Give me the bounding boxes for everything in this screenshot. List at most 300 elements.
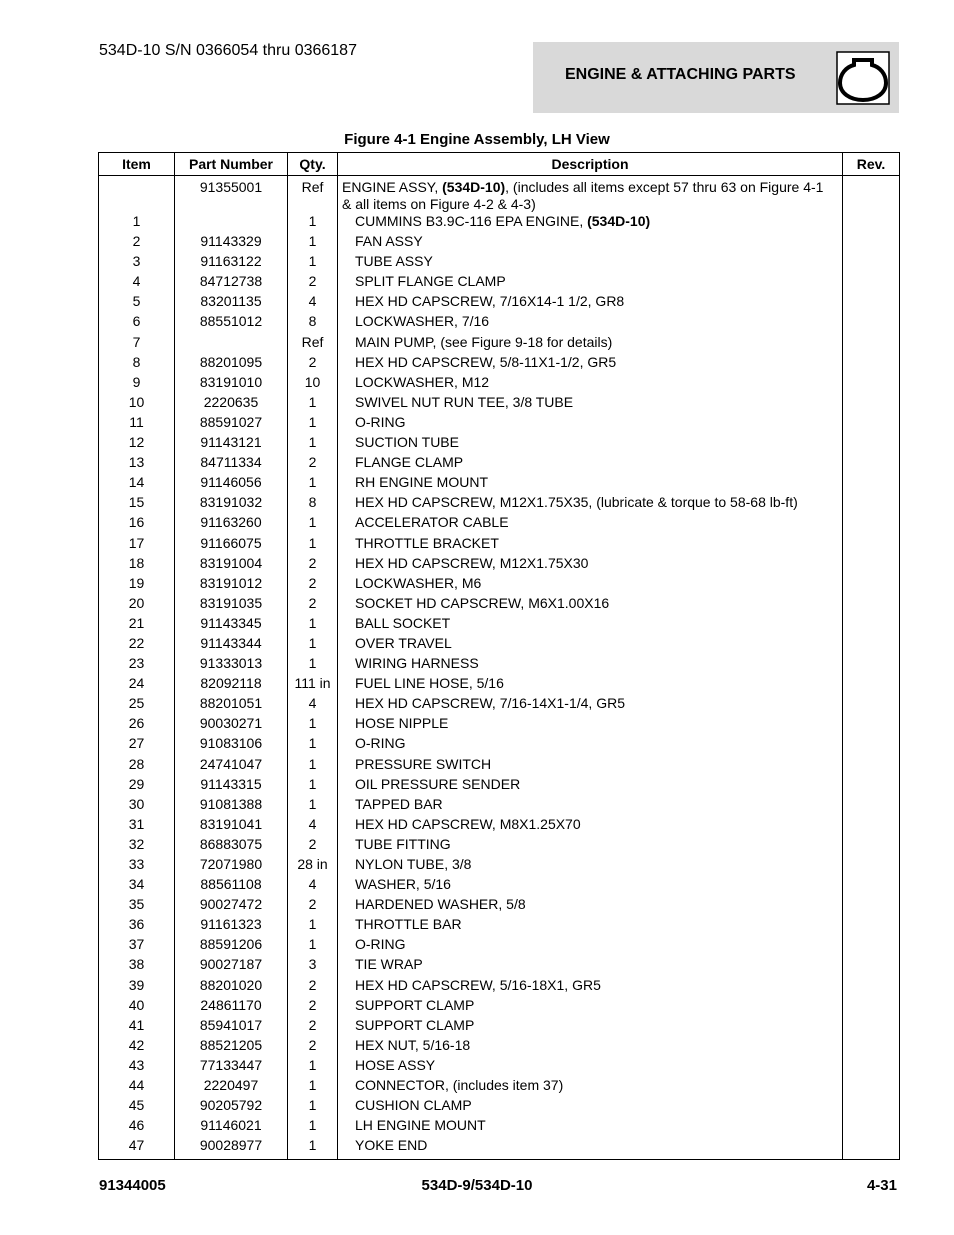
cell-description: OVER TRAVEL — [338, 635, 843, 655]
cell-part-number: 90030271 — [175, 715, 288, 735]
cell-rev — [843, 977, 900, 997]
cell-rev — [843, 176, 900, 214]
cell-description: TIE WRAP — [338, 956, 843, 976]
desc-text: ENGINE ASSY, — [342, 179, 443, 195]
cell-description: SUPPORT CLAMP — [338, 1017, 843, 1037]
cell-qty: Ref — [288, 334, 338, 354]
table-row — [99, 916, 900, 936]
cell-item: 11 — [99, 414, 175, 434]
cell-part-number: 90028977 — [175, 1137, 288, 1160]
table-row — [99, 1037, 900, 1057]
cell-qty: 2 — [288, 896, 338, 916]
cell-description: HOSE NIPPLE — [338, 715, 843, 735]
table-row — [99, 997, 900, 1017]
cell-rev — [843, 595, 900, 615]
cell-description: TAPPED BAR — [338, 796, 843, 816]
cell-part-number: 2220635 — [175, 394, 288, 414]
cell-part-number — [175, 213, 288, 233]
cell-qty: 2 — [288, 273, 338, 293]
cell-item: 1 — [99, 213, 175, 233]
cell-description: PRESSURE SWITCH — [338, 756, 843, 776]
table-row — [99, 1077, 900, 1097]
cell-part-number: 83191010 — [175, 374, 288, 394]
cell-rev — [843, 715, 900, 735]
cell-description: LOCKWASHER, 7/16 — [338, 313, 843, 333]
cell-qty: 8 — [288, 494, 338, 514]
cell-rev — [843, 836, 900, 856]
cell-qty: 1 — [288, 474, 338, 494]
cell-description: THROTTLE BRACKET — [338, 535, 843, 555]
cell-item: 43 — [99, 1057, 175, 1077]
cell-rev — [843, 735, 900, 755]
cell-qty: 1 — [288, 936, 338, 956]
table-row — [99, 535, 900, 555]
cell-rev — [843, 635, 900, 655]
cell-qty: 1 — [288, 1117, 338, 1137]
cell-part-number: 88201020 — [175, 977, 288, 997]
cell-description: WASHER, 5/16 — [338, 876, 843, 896]
cell-rev — [843, 1097, 900, 1117]
cell-description: NYLON TUBE, 3/8 — [338, 856, 843, 876]
cell-item: 39 — [99, 977, 175, 997]
cell-rev — [843, 916, 900, 936]
cell-part-number: 91083106 — [175, 735, 288, 755]
cell-item: 28 — [99, 756, 175, 776]
cell-description: CUSHION CLAMP — [338, 1097, 843, 1117]
cell-item: 25 — [99, 695, 175, 715]
table-row — [99, 1057, 900, 1077]
cell-rev — [843, 354, 900, 374]
cell-part-number: 77133447 — [175, 1057, 288, 1077]
cell-rev — [843, 474, 900, 494]
cell-part-number: 90205792 — [175, 1097, 288, 1117]
cell-description: SPLIT FLANGE CLAMP — [338, 273, 843, 293]
table-row — [99, 334, 900, 354]
table-row — [99, 796, 900, 816]
table-row — [99, 414, 900, 434]
cell-item: 47 — [99, 1137, 175, 1160]
table-row — [99, 876, 900, 896]
cell-description: FLANGE CLAMP — [338, 454, 843, 474]
cell-item: 38 — [99, 956, 175, 976]
cell-item: 34 — [99, 876, 175, 896]
column-header-rev: Rev. — [843, 153, 900, 176]
footer-model: 534D-9/534D-10 — [421, 1177, 533, 1194]
cell-description: BALL SOCKET — [338, 615, 843, 635]
cell-qty: 1 — [288, 615, 338, 635]
cell-description: LOCKWASHER, M6 — [338, 575, 843, 595]
cell-item: 16 — [99, 514, 175, 534]
cell-description: THROTTLE BAR — [338, 916, 843, 936]
cell-rev — [843, 434, 900, 454]
table-row — [99, 514, 900, 534]
cell-description — [338, 176, 843, 214]
cell-description: O-RING — [338, 735, 843, 755]
table-row — [99, 956, 900, 976]
cell-qty: 1 — [288, 916, 338, 936]
cell-qty: 111 in — [288, 675, 338, 695]
cell-part-number: 90027187 — [175, 956, 288, 976]
cell-description: FAN ASSY — [338, 233, 843, 253]
table-row — [99, 434, 900, 454]
cell-item: 45 — [99, 1097, 175, 1117]
table-row — [99, 735, 900, 755]
cell-qty: 1 — [288, 1097, 338, 1117]
cell-rev — [843, 776, 900, 796]
cell-item: 9 — [99, 374, 175, 394]
table-row — [99, 494, 900, 514]
cell-item: 5 — [99, 293, 175, 313]
cell-rev — [843, 1037, 900, 1057]
cell-part-number: 82092118 — [175, 675, 288, 695]
cell-part-number: 84712738 — [175, 273, 288, 293]
table-row — [99, 394, 900, 414]
cell-rev — [843, 997, 900, 1017]
engine-outline-icon — [835, 50, 891, 106]
cell-item: 10 — [99, 394, 175, 414]
cell-part-number: 91143344 — [175, 635, 288, 655]
table-row — [99, 595, 900, 615]
cell-qty: 1 — [288, 253, 338, 273]
cell-item: 8 — [99, 354, 175, 374]
cell-description: HEX HD CAPSCREW, 7/16-14X1-1/4, GR5 — [338, 695, 843, 715]
cell-rev — [843, 334, 900, 354]
cell-part-number: 88521205 — [175, 1037, 288, 1057]
cell-description: SWIVEL NUT RUN TEE, 3/8 TUBE — [338, 394, 843, 414]
cell-qty: 1 — [288, 414, 338, 434]
cell-rev — [843, 615, 900, 635]
cell-description: HEX HD CAPSCREW, 5/16-18X1, GR5 — [338, 977, 843, 997]
desc-text-cont: , (includes all items except 57 thru 63 on Figure 4-1 & all items on Figure 4-2 & 4-3) — [342, 179, 824, 212]
cell-description — [338, 213, 843, 233]
cell-qty: Ref — [288, 176, 338, 214]
cell-part-number: 90027472 — [175, 896, 288, 916]
cell-qty: 1 — [288, 514, 338, 534]
column-header-description: Description — [338, 153, 843, 176]
cell-description: YOKE END — [338, 1137, 843, 1160]
cell-rev — [843, 313, 900, 333]
cell-item: 26 — [99, 715, 175, 735]
table-row — [99, 615, 900, 635]
cell-description: FUEL LINE HOSE, 5/16 — [338, 675, 843, 695]
cell-rev — [843, 1117, 900, 1137]
cell-rev — [843, 374, 900, 394]
table-row — [99, 936, 900, 956]
cell-description: MAIN PUMP, (see Figure 9-18 for details) — [338, 334, 843, 354]
cell-item: 17 — [99, 535, 175, 555]
cell-item: 29 — [99, 776, 175, 796]
table-row — [99, 1137, 900, 1160]
cell-item: 2 — [99, 233, 175, 253]
cell-qty: 2 — [288, 1017, 338, 1037]
cell-item — [99, 176, 175, 214]
cell-rev — [843, 494, 900, 514]
cell-item: 36 — [99, 916, 175, 936]
table-row — [99, 1097, 900, 1117]
cell-rev — [843, 253, 900, 273]
table-row — [99, 856, 900, 876]
figure-title: Figure 4-1 Engine Assembly, LH View — [344, 131, 610, 148]
cell-qty: 1 — [288, 233, 338, 253]
cell-item: 23 — [99, 655, 175, 675]
cell-rev — [843, 1137, 900, 1160]
cell-part-number: 84711334 — [175, 454, 288, 474]
cell-rev — [843, 575, 900, 595]
cell-rev — [843, 936, 900, 956]
cell-rev — [843, 535, 900, 555]
cell-part-number: 88561108 — [175, 876, 288, 896]
cell-description: HARDENED WASHER, 5/8 — [338, 896, 843, 916]
table-row — [99, 253, 900, 273]
cell-part-number: 24861170 — [175, 997, 288, 1017]
cell-rev — [843, 414, 900, 434]
cell-item: 24 — [99, 675, 175, 695]
cell-description: HEX HD CAPSCREW, M8X1.25X70 — [338, 816, 843, 836]
cell-item: 33 — [99, 856, 175, 876]
cell-description: SOCKET HD CAPSCREW, M6X1.00X16 — [338, 595, 843, 615]
table-row — [99, 896, 900, 916]
cell-item: 12 — [99, 434, 175, 454]
cell-item: 46 — [99, 1117, 175, 1137]
desc-text: CUMMINS B3.9C-116 EPA ENGINE, — [355, 213, 588, 229]
cell-part-number: 85941017 — [175, 1017, 288, 1037]
cell-part-number: 83191035 — [175, 595, 288, 615]
cell-item: 13 — [99, 454, 175, 474]
cell-qty: 1 — [288, 635, 338, 655]
cell-qty: 1 — [288, 796, 338, 816]
cell-item: 15 — [99, 494, 175, 514]
cell-rev — [843, 293, 900, 313]
cell-item: 40 — [99, 997, 175, 1017]
cell-qty: 2 — [288, 595, 338, 615]
cell-description: SUCTION TUBE — [338, 434, 843, 454]
table-row — [99, 213, 900, 233]
cell-part-number — [175, 334, 288, 354]
cell-part-number: 88551012 — [175, 313, 288, 333]
cell-qty: 1 — [288, 715, 338, 735]
column-header-part-number: Part Number — [175, 153, 288, 176]
cell-part-number: 91355001 — [175, 176, 288, 214]
table-row — [99, 273, 900, 293]
cell-description: LOCKWASHER, M12 — [338, 374, 843, 394]
table-row — [99, 474, 900, 494]
cell-rev — [843, 675, 900, 695]
column-header-qty: Qty. — [288, 153, 338, 176]
footer-page-number: 4-31 — [866, 1177, 897, 1194]
cell-qty: 1 — [288, 1077, 338, 1097]
cell-part-number: 91333013 — [175, 655, 288, 675]
cell-part-number: 91146021 — [175, 1117, 288, 1137]
table-row — [99, 836, 900, 856]
table-row — [99, 313, 900, 333]
cell-part-number: 83201135 — [175, 293, 288, 313]
cell-item: 30 — [99, 796, 175, 816]
cell-part-number: 83191041 — [175, 816, 288, 836]
cell-part-number: 83191032 — [175, 494, 288, 514]
cell-description: LH ENGINE MOUNT — [338, 1117, 843, 1137]
cell-qty: 2 — [288, 977, 338, 997]
table-header-row — [99, 153, 900, 176]
section-header-box — [533, 42, 899, 113]
cell-qty: 28 in — [288, 856, 338, 876]
cell-part-number: 24741047 — [175, 756, 288, 776]
table-row — [99, 454, 900, 474]
cell-item: 7 — [99, 334, 175, 354]
cell-rev — [843, 1077, 900, 1097]
cell-part-number: 91081388 — [175, 796, 288, 816]
table-row — [99, 715, 900, 735]
cell-part-number: 88201095 — [175, 354, 288, 374]
cell-item: 32 — [99, 836, 175, 856]
cell-rev — [843, 233, 900, 253]
cell-description: SUPPORT CLAMP — [338, 997, 843, 1017]
desc-model-bold: (534D-10) — [442, 179, 506, 195]
cell-item: 3 — [99, 253, 175, 273]
table-row — [99, 374, 900, 394]
cell-part-number: 83191004 — [175, 555, 288, 575]
table-row — [99, 233, 900, 253]
section-title: ENGINE & ATTACHING PARTS — [565, 66, 796, 83]
cell-qty: 1 — [288, 434, 338, 454]
cell-qty: 1 — [288, 394, 338, 414]
cell-item: 21 — [99, 615, 175, 635]
table-row-ref — [99, 176, 900, 214]
cell-item: 27 — [99, 735, 175, 755]
cell-part-number: 88591027 — [175, 414, 288, 434]
cell-qty: 2 — [288, 1037, 338, 1057]
cell-qty: 2 — [288, 354, 338, 374]
cell-rev — [843, 273, 900, 293]
parts-table — [98, 152, 900, 1160]
cell-item: 35 — [99, 896, 175, 916]
cell-qty: 1 — [288, 735, 338, 755]
cell-description: HEX HD CAPSCREW, M12X1.75X30 — [338, 555, 843, 575]
cell-item: 41 — [99, 1017, 175, 1037]
cell-part-number: 83191012 — [175, 575, 288, 595]
cell-qty: 4 — [288, 816, 338, 836]
cell-part-number: 88591206 — [175, 936, 288, 956]
cell-part-number: 91163260 — [175, 514, 288, 534]
cell-qty: 1 — [288, 535, 338, 555]
table-row — [99, 756, 900, 776]
cell-qty: 1 — [288, 776, 338, 796]
header-model: 534D-10 S/N 0366054 thru 0366187 — [99, 42, 357, 59]
cell-part-number: 91146056 — [175, 474, 288, 494]
cell-item: 6 — [99, 313, 175, 333]
table-row — [99, 977, 900, 997]
cell-qty: 1 — [288, 756, 338, 776]
cell-rev — [843, 1057, 900, 1077]
cell-part-number: 91143329 — [175, 233, 288, 253]
cell-item: 20 — [99, 595, 175, 615]
cell-part-number: 91143121 — [175, 434, 288, 454]
table-row — [99, 575, 900, 595]
desc-model-bold: (534D-10) — [587, 213, 651, 229]
cell-rev — [843, 695, 900, 715]
cell-rev — [843, 956, 900, 976]
cell-rev — [843, 213, 900, 233]
cell-part-number: 91163122 — [175, 253, 288, 273]
cell-rev — [843, 796, 900, 816]
cell-rev — [843, 454, 900, 474]
cell-item: 22 — [99, 635, 175, 655]
cell-qty: 8 — [288, 313, 338, 333]
cell-part-number: 91166075 — [175, 535, 288, 555]
cell-qty: 2 — [288, 997, 338, 1017]
cell-qty: 4 — [288, 876, 338, 896]
cell-description: WIRING HARNESS — [338, 655, 843, 675]
cell-description: RH ENGINE MOUNT — [338, 474, 843, 494]
table-row — [99, 555, 900, 575]
cell-item: 18 — [99, 555, 175, 575]
table-row — [99, 675, 900, 695]
cell-rev — [843, 555, 900, 575]
cell-qty: 1 — [288, 1057, 338, 1077]
cell-qty: 2 — [288, 836, 338, 856]
cell-rev — [843, 756, 900, 776]
cell-part-number: 72071980 — [175, 856, 288, 876]
cell-rev — [843, 876, 900, 896]
table-row — [99, 293, 900, 313]
cell-rev — [843, 856, 900, 876]
table-row — [99, 1017, 900, 1037]
table-row — [99, 635, 900, 655]
cell-rev — [843, 394, 900, 414]
cell-part-number: 2220497 — [175, 1077, 288, 1097]
cell-item: 4 — [99, 273, 175, 293]
cell-qty: 2 — [288, 555, 338, 575]
cell-rev — [843, 896, 900, 916]
cell-item: 14 — [99, 474, 175, 494]
cell-rev — [843, 514, 900, 534]
cell-qty: 1 — [288, 1137, 338, 1160]
cell-description: TUBE FITTING — [338, 836, 843, 856]
cell-part-number: 91143345 — [175, 615, 288, 635]
cell-description: O-RING — [338, 414, 843, 434]
cell-description: OIL PRESSURE SENDER — [338, 776, 843, 796]
cell-qty: 2 — [288, 454, 338, 474]
cell-item: 42 — [99, 1037, 175, 1057]
footer-doc-number: 91344005 — [99, 1177, 166, 1194]
cell-qty: 4 — [288, 293, 338, 313]
cell-description: HEX HD CAPSCREW, 7/16X14-1 1/2, GR8 — [338, 293, 843, 313]
cell-part-number: 91143315 — [175, 776, 288, 796]
cell-item: 31 — [99, 816, 175, 836]
cell-qty: 1 — [288, 655, 338, 675]
cell-rev — [843, 655, 900, 675]
cell-item: 44 — [99, 1077, 175, 1097]
cell-item: 37 — [99, 936, 175, 956]
cell-part-number: 91161323 — [175, 916, 288, 936]
cell-rev — [843, 1017, 900, 1037]
cell-qty: 1 — [288, 213, 338, 233]
cell-description: TUBE ASSY — [338, 253, 843, 273]
cell-description: CONNECTOR, (includes item 37) — [338, 1077, 843, 1097]
cell-description: O-RING — [338, 936, 843, 956]
cell-qty: 4 — [288, 695, 338, 715]
cell-qty: 3 — [288, 956, 338, 976]
cell-description: ACCELERATOR CABLE — [338, 514, 843, 534]
cell-description: HEX NUT, 5/16-18 — [338, 1037, 843, 1057]
cell-part-number: 88201051 — [175, 695, 288, 715]
table-row — [99, 354, 900, 374]
cell-description: HEX HD CAPSCREW, 5/8-11X1-1/2, GR5 — [338, 354, 843, 374]
table-row — [99, 695, 900, 715]
table-row — [99, 1117, 900, 1137]
cell-part-number: 86883075 — [175, 836, 288, 856]
table-row — [99, 816, 900, 836]
cell-rev — [843, 816, 900, 836]
